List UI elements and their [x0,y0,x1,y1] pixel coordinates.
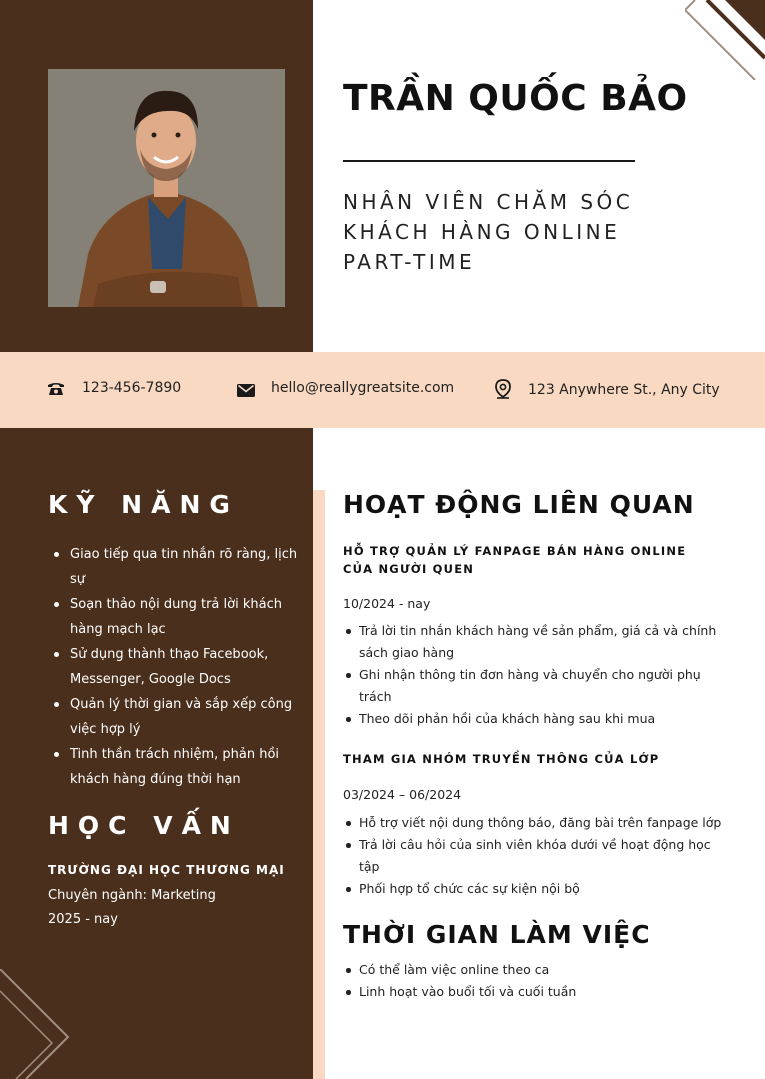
accent-strip [313,490,325,1079]
activity-bullet: Phối hợp tổ chức các sự kiện nội bộ [343,878,733,900]
activity-date: 10/2024 - nay [343,596,431,611]
education-school: TRƯỜNG ĐẠI HỌC THƯƠNG MẠI [48,863,285,877]
availability-bullet: Linh hoạt vào buổi tối và cuối tuần [343,981,733,1003]
location-pin-icon [494,379,512,404]
skill-item: Sử dụng thành thạo Facebook, Messenger, Google Docs [48,642,298,692]
corner-decoration-top-right [685,0,765,80]
activity-title: HỖ TRỢ QUẢN LÝ FANPAGE BÁN HÀNG ONLINE CỦA NGƯỜI QUEN [343,544,687,576]
corner-decoration-bottom-left [0,969,80,1079]
skill-item: Quản lý thời gian và sắp xếp công việc hợp lý [48,692,298,742]
contact-email[interactable]: hello@reallygreatsite.com [271,380,455,396]
skill-item: Tinh thần trách nhiệm, phản hồi khách hàng đúng thời hạn [48,742,298,792]
education-heading: HỌC VẤN [48,811,240,840]
activity-title: THAM GIA NHÓM TRUYỀN THÔNG CỦA LỚP [343,752,660,766]
job-title-line: NHÂN VIÊN CHĂM SÓC [343,190,634,214]
activity-bullet: Trả lời tin nhắn khách hàng về sản phẩm, giá cả và chính sách giao hàng [343,620,733,664]
activity-bullet: Hỗ trợ viết nội dung thông báo, đăng bài trên fanpage lớp [343,812,733,834]
skills-list [48,542,298,792]
availability-bullets [343,959,733,1003]
profile-photo [48,69,285,307]
activity-bullet: Trả lời câu hỏi của sinh viên khóa dưới về hoạt động học tập [343,834,733,878]
activity-bullet: Theo dõi phản hồi của khách hàng sau khi mua [343,708,733,730]
job-title-line: PART-TIME [343,250,476,274]
activities-heading: HOẠT ĐỘNG LIÊN QUAN [343,490,695,519]
mail-icon [237,382,255,401]
availability-bullet: Có thể làm việc online theo ca [343,959,733,981]
name-divider [343,160,635,162]
availability-heading: THỜI GIAN LÀM VIỆC [343,920,651,949]
skill-item: Giao tiếp qua tin nhắn rõ ràng, lịch sự [48,542,298,592]
phone-icon [47,381,65,400]
candidate-name: TRẦN QUỐC BẢO [343,78,688,119]
skills-heading: KỸ NĂNG [48,490,239,519]
education-major: Chuyên ngành: Marketing [48,888,216,903]
contact-address: 123 Anywhere St., Any City [528,382,720,398]
activity-bullets [343,812,733,900]
contact-phone[interactable]: 123-456-7890 [82,380,182,396]
job-title-line: KHÁCH HÀNG ONLINE [343,220,621,244]
job-title [343,187,743,277]
activity-date: 03/2024 – 06/2024 [343,787,462,802]
skill-item: Soạn thảo nội dung trả lời khách hàng mạch lạc [48,592,298,642]
education-period: 2025 - nay [48,912,118,927]
activity-bullets [343,620,733,730]
activity-bullet: Ghi nhận thông tin đơn hàng và chuyển cho người phụ trách [343,664,733,708]
